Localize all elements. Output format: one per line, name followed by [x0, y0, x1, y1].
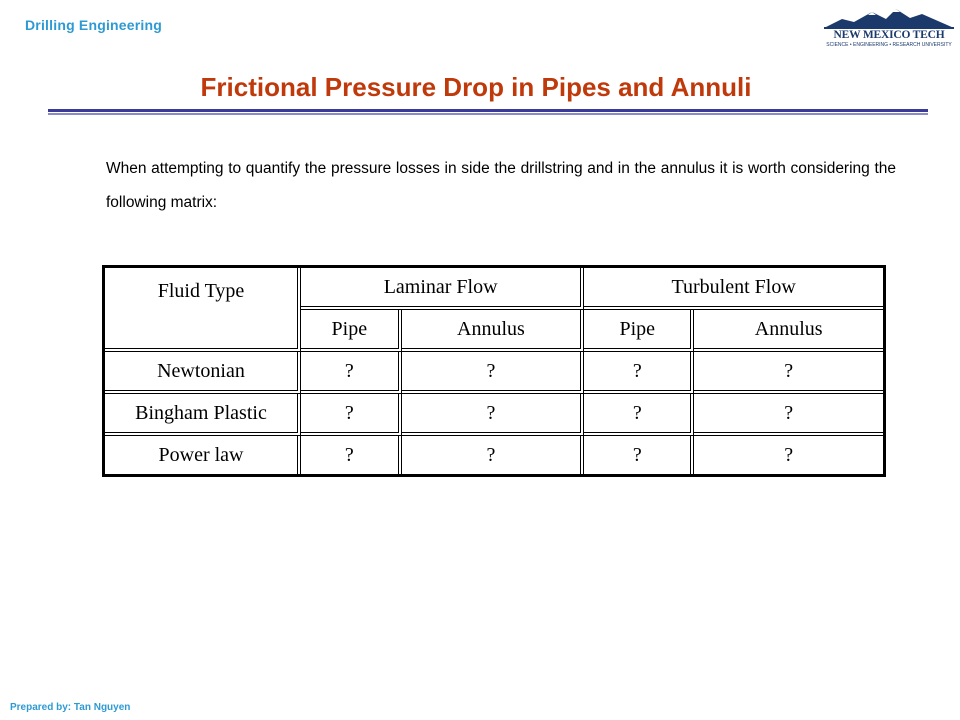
row-label: Power law	[105, 436, 301, 474]
matrix-cell: ?	[694, 352, 883, 394]
matrix-cell: ?	[584, 394, 694, 436]
matrix-cell: ?	[301, 436, 402, 474]
slide-title: Frictional Pressure Drop in Pipes and Annuli	[200, 72, 752, 102]
fluid-type-header: Fluid Type	[105, 268, 301, 352]
table-row	[105, 436, 883, 474]
matrix-cell: ?	[402, 436, 585, 474]
row-label: Bingham Plastic	[105, 394, 301, 436]
matrix-cell: ?	[402, 394, 585, 436]
logo-tagline: SCIENCE • ENGINEERING • RESEARCH UNIVERSITY	[826, 42, 952, 48]
laminar-flow-header: Laminar Flow	[301, 268, 584, 310]
matrix-cell: ?	[584, 436, 694, 474]
course-label: Drilling Engineering	[25, 17, 163, 33]
subcolumn-header: Pipe	[584, 310, 694, 352]
subcolumn-header: Annulus	[402, 310, 585, 352]
matrix-cell: ?	[694, 394, 883, 436]
matrix-cell: ?	[301, 352, 402, 394]
pressure-loss-matrix	[102, 265, 886, 477]
title-divider-secondary	[48, 113, 928, 115]
table-row	[105, 352, 883, 394]
matrix-cell: ?	[402, 352, 585, 394]
title-divider	[48, 109, 928, 112]
turbulent-flow-header: Turbulent Flow	[584, 268, 883, 310]
subcolumn-header: Annulus	[694, 310, 883, 352]
matrix-cell: ?	[784, 443, 794, 466]
matrix-cell: ?	[584, 352, 694, 394]
table-row	[105, 394, 883, 436]
mountain-logo-icon	[824, 6, 954, 30]
university-logo	[824, 6, 954, 50]
author-credit: Prepared by: Tan Nguyen	[10, 702, 131, 713]
intro-paragraph: When attempting to quantify the pressure losses in side the drillstring and in the annulus it is worth considering the following matrix:	[106, 160, 896, 211]
matrix-cell: ?	[301, 394, 402, 436]
subcolumn-header: Pipe	[301, 310, 402, 352]
logo-wordmark: NEW MEXICO TECH	[833, 29, 945, 41]
row-label: Newtonian	[105, 352, 301, 394]
